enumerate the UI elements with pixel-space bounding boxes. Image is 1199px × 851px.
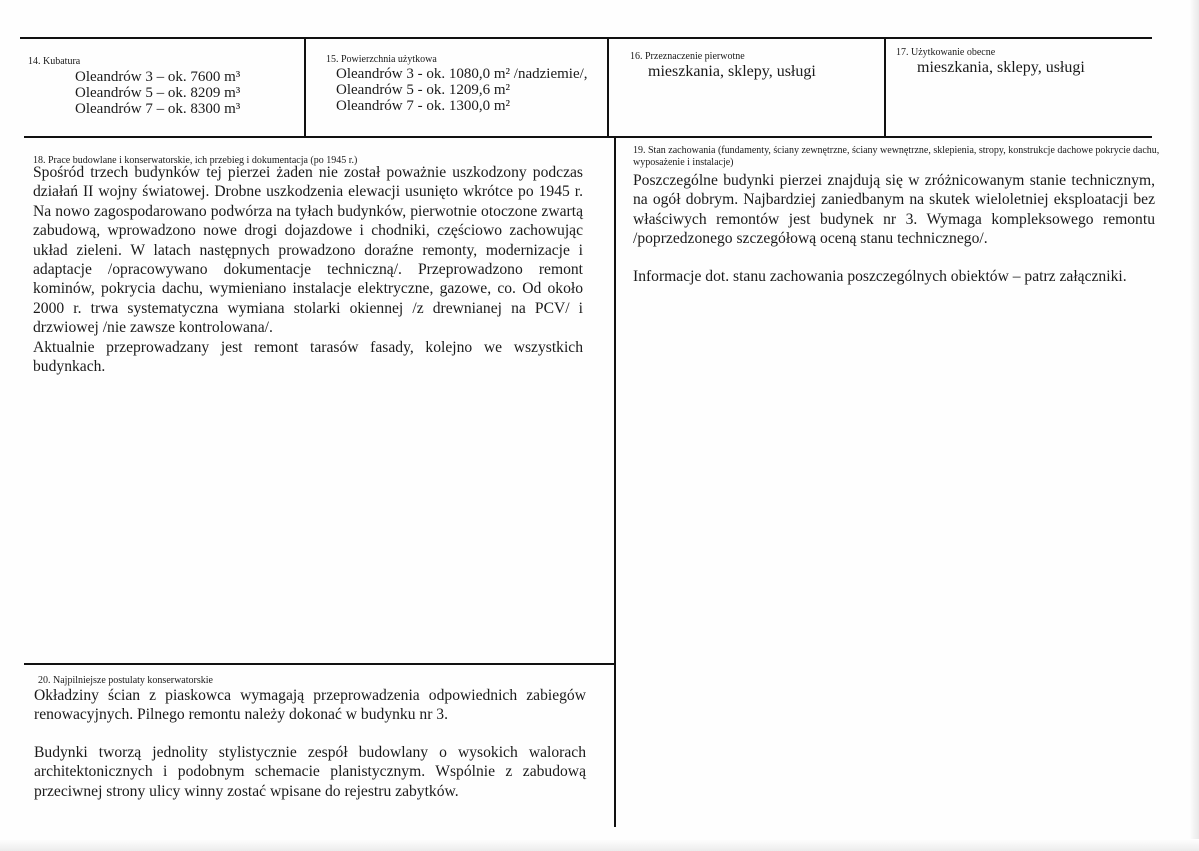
field-17-value: mieszkania, sklepy, usługi [917, 59, 1085, 76]
field-14-label: 14. Kubatura [28, 56, 81, 67]
divider-14-15 [304, 38, 306, 136]
field-16-label: 16. Przeznaczenie pierwotne [630, 51, 745, 62]
field-14-line: Oleandrów 7 – ok. 8300 m³ [75, 101, 241, 117]
field-19-paragraph: Poszczególne budynki pierzei znajdują się w zróżnicowanym stanie technicznym, na ogół dobrym. Najbardziej zaniedbanym na skutek wieloletniej eksploatacji bez właściwych remontów jest budynek nr 3. Wymaga kompleksowego remontu /poprzedzonego szczegółową oceną stanu technicznego/. [633, 172, 1155, 248]
top-rule [20, 37, 1152, 39]
field-15-line: Oleandrów 5 - ok. 1209,6 m² [336, 82, 511, 98]
field-14-values [75, 69, 240, 117]
scan-shadow-bottom [0, 839, 1199, 851]
divider-main [614, 137, 616, 827]
row-20-top-rule [24, 663, 614, 665]
field-18-text [33, 163, 583, 376]
field-20-text [34, 686, 586, 801]
field-18-label: 18. Prace budowlane i konserwatorskie, ich przebieg i dokumentacja (po 1945 r.) [33, 155, 358, 166]
field-17-label: 17. Użytkowanie obecne [896, 47, 996, 58]
row1-bottom-rule [24, 136, 1152, 138]
divider-16-17 [884, 38, 886, 136]
field-20-paragraph: Okładziny ścian z piaskowca wymagają przeprowadzenia odpowiednich zabiegów renowacyjnych. Pilnego remontu należy dokonać w budynku nr 3. [34, 687, 586, 724]
field-19-text [633, 171, 1155, 286]
field-20-paragraph: Budynki tworzą jednolity stylistycznie zespół budowlany o wysokich walorach architektonicznych i podobnym schemacie planistycznym. Wspólnie z zabudową przeciwnej strony ulicy winny zostać wpisane do rejestru zabytków. [34, 743, 586, 800]
scan-shadow-edge [1189, 0, 1199, 851]
field-18-paragraph: Spośród trzech budynków tej pierzei żaden nie został poważnie uszkodzony podczas działań II wojny światowej. Drobne uszkodzenia elewacji usunięto wkrótce po 1945 r. Na nowo zagospodarowano podwórza na tyłach budynków, pierwotnie otoczone zwartą zabudową, wprowadzono nowe drogi dojazdowe i chodniki, częściowo zachowując układ zieleni. W latach następnych prowadzono doraźne remonty, modernizacje i adaptacje /opracowywano dokumentacje techniczną/. Przeprowadzono remont kominów, pokrycia dachu, wymieniano instalacje elektryczne, gazowe, co. Od około 2000 r. trwa systematyczna wymiana stolarki okiennej /z drewnianej na PCV/ i drzwiowej /nie zawsze kontrolowana/. [33, 164, 583, 337]
field-15-line: Oleandrów 7 - ok. 1300,0 m² [336, 98, 511, 114]
field-14-line: Oleandrów 5 – ok. 8209 m³ [75, 85, 241, 101]
field-15-label: 15. Powierzchnia użytkowa [326, 54, 437, 65]
field-19-paragraph: Informacje dot. stanu zachowania poszczególnych obiektów – patrz załączniki. [633, 267, 1127, 285]
field-18-paragraph: Aktualnie przeprowadzany jest remont tarasów fasady, kolejno we wszystkich budynkach. [33, 338, 583, 376]
field-16-value: mieszkania, sklepy, usługi [648, 63, 816, 80]
field-14-line: Oleandrów 3 – ok. 7600 m³ [75, 69, 241, 85]
field-19-label: 19. Stan zachowania (fundamenty, ściany zewnętrzne, ściany wewnętrzne, sklepienia, stropy, konstrukcje dachowe pokrycie dachu, wyposażenie i instalacje) [633, 145, 1160, 168]
field-15-line: Oleandrów 3 - ok. 1080,0 m² /nadziemie/, [336, 66, 588, 82]
field-15-values [336, 66, 588, 114]
divider-15-16 [607, 38, 609, 136]
field-20-label: 20. Najpilniejsze postulaty konserwatorskie [38, 675, 213, 686]
